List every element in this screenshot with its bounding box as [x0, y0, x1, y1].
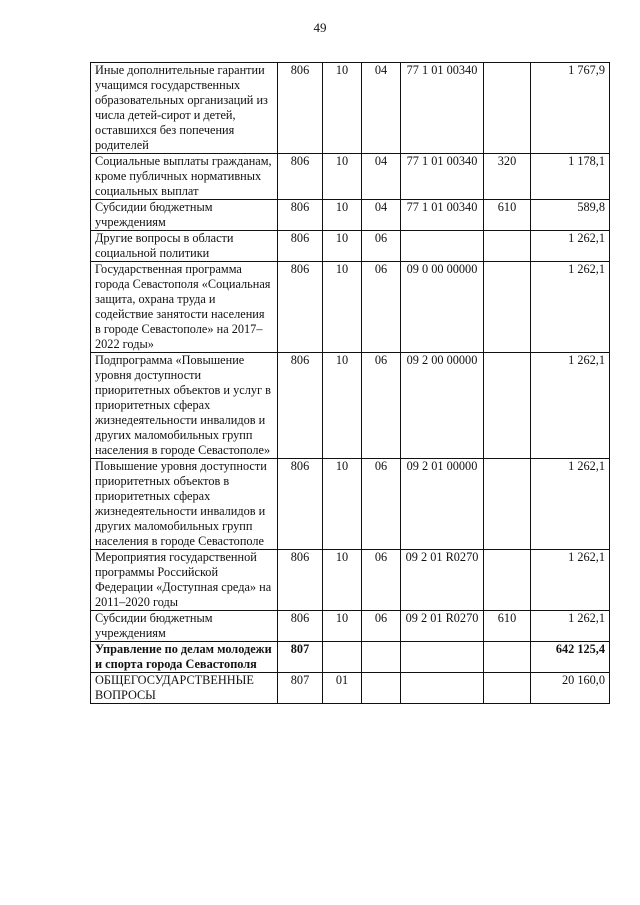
cell-c5: 610: [484, 611, 531, 642]
cell-name: Другие вопросы в области социальной политики: [91, 231, 278, 262]
cell-c4: 09 0 00 00000: [401, 262, 484, 353]
cell-c4: 77 1 01 00340: [401, 200, 484, 231]
cell-c1: 806: [278, 231, 323, 262]
table-row: [91, 673, 610, 704]
cell-c1: 807: [278, 673, 323, 704]
cell-c2: [323, 642, 362, 673]
cell-sum: 589,8: [531, 200, 610, 231]
cell-c3: 06: [362, 231, 401, 262]
cell-c4: 09 2 00 00000: [401, 353, 484, 459]
cell-c2: 10: [323, 154, 362, 200]
cell-name: Государственная программа города Севастополя «Социальная защита, охрана труда и содействие занятости населения в городе Севастополе» на 2017–2022 годы»: [91, 262, 278, 353]
cell-c2: 01: [323, 673, 362, 704]
cell-c3: [362, 673, 401, 704]
cell-c1: 807: [278, 642, 323, 673]
cell-c5: [484, 262, 531, 353]
cell-sum: 1 767,9: [531, 63, 610, 154]
cell-c2: 10: [323, 63, 362, 154]
cell-name: Субсидии бюджетным учреждениям: [91, 200, 278, 231]
cell-c5: [484, 63, 531, 154]
cell-c1: 806: [278, 611, 323, 642]
cell-sum: 1 178,1: [531, 154, 610, 200]
budget-table-body: [91, 63, 610, 704]
cell-name: Подпрограмма «Повышение уровня доступности приоритетных объектов и услуг в приоритетных сферах жизнедеятельности инвалидов и других маломобильных групп населения в городе Севастополе»: [91, 353, 278, 459]
cell-sum: 1 262,1: [531, 611, 610, 642]
cell-name: Иные дополнительные гарантии учащимся государственных образовательных организаций из числа детей-сирот и детей, оставшихся без попечения родителей: [91, 63, 278, 154]
cell-name: Субсидии бюджетным учреждениям: [91, 611, 278, 642]
table-row: [91, 353, 610, 459]
table-row: [91, 550, 610, 611]
table-row: [91, 642, 610, 673]
cell-c3: 04: [362, 200, 401, 231]
cell-c1: 806: [278, 459, 323, 550]
cell-c5: [484, 459, 531, 550]
table-row: [91, 200, 610, 231]
cell-sum: 1 262,1: [531, 353, 610, 459]
cell-c1: 806: [278, 63, 323, 154]
cell-sum: 642 125,4: [531, 642, 610, 673]
cell-c3: 06: [362, 262, 401, 353]
table-row: [91, 611, 610, 642]
table-row: [91, 154, 610, 200]
cell-name: ОБЩЕГОСУДАРСТВЕННЫЕ ВОПРОСЫ: [91, 673, 278, 704]
cell-c1: 806: [278, 353, 323, 459]
cell-c4: [401, 673, 484, 704]
cell-sum: 1 262,1: [531, 459, 610, 550]
cell-c3: 04: [362, 154, 401, 200]
table-row: [91, 262, 610, 353]
cell-c2: 10: [323, 611, 362, 642]
table-row: [91, 63, 610, 154]
cell-c4: 09 2 01 R0270: [401, 550, 484, 611]
cell-name: Повышение уровня доступности приоритетных объектов в приоритетных сферах жизнедеятельности инвалидов и других маломобильных групп населения в городе Севастополе: [91, 459, 278, 550]
cell-name: Социальные выплаты гражданам, кроме публичных нормативных социальных выплат: [91, 154, 278, 200]
cell-c3: 06: [362, 611, 401, 642]
cell-c4: 77 1 01 00340: [401, 154, 484, 200]
cell-c1: 806: [278, 154, 323, 200]
cell-c2: 10: [323, 459, 362, 550]
cell-sum: 20 160,0: [531, 673, 610, 704]
page-number: 49: [313, 20, 327, 35]
table-row: [91, 459, 610, 550]
cell-c3: 06: [362, 550, 401, 611]
cell-c2: 10: [323, 200, 362, 231]
cell-c5: [484, 642, 531, 673]
cell-c4: 77 1 01 00340: [401, 63, 484, 154]
cell-c1: 806: [278, 550, 323, 611]
cell-c5: 320: [484, 154, 531, 200]
cell-name: Управление по делам молодежи и спорта города Севастополя: [91, 642, 278, 673]
cell-sum: 1 262,1: [531, 262, 610, 353]
cell-c5: [484, 353, 531, 459]
cell-c2: 10: [323, 550, 362, 611]
cell-c5: 610: [484, 200, 531, 231]
cell-c4: 09 2 01 R0270: [401, 611, 484, 642]
cell-c4: 09 2 01 00000: [401, 459, 484, 550]
cell-c1: 806: [278, 200, 323, 231]
cell-c2: 10: [323, 353, 362, 459]
cell-c4: [401, 231, 484, 262]
cell-c5: [484, 231, 531, 262]
cell-c3: 04: [362, 63, 401, 154]
cell-c3: 06: [362, 353, 401, 459]
cell-c2: 10: [323, 262, 362, 353]
cell-sum: 1 262,1: [531, 231, 610, 262]
cell-c3: [362, 642, 401, 673]
cell-sum: 1 262,1: [531, 550, 610, 611]
cell-c5: [484, 550, 531, 611]
cell-name: Мероприятия государственной программы Российской Федерации «Доступная среда» на 2011–2020 годы: [91, 550, 278, 611]
cell-c4: [401, 642, 484, 673]
budget-table: [90, 62, 610, 704]
cell-c3: 06: [362, 459, 401, 550]
cell-c5: [484, 673, 531, 704]
cell-c2: 10: [323, 231, 362, 262]
table-row: [91, 231, 610, 262]
cell-c1: 806: [278, 262, 323, 353]
